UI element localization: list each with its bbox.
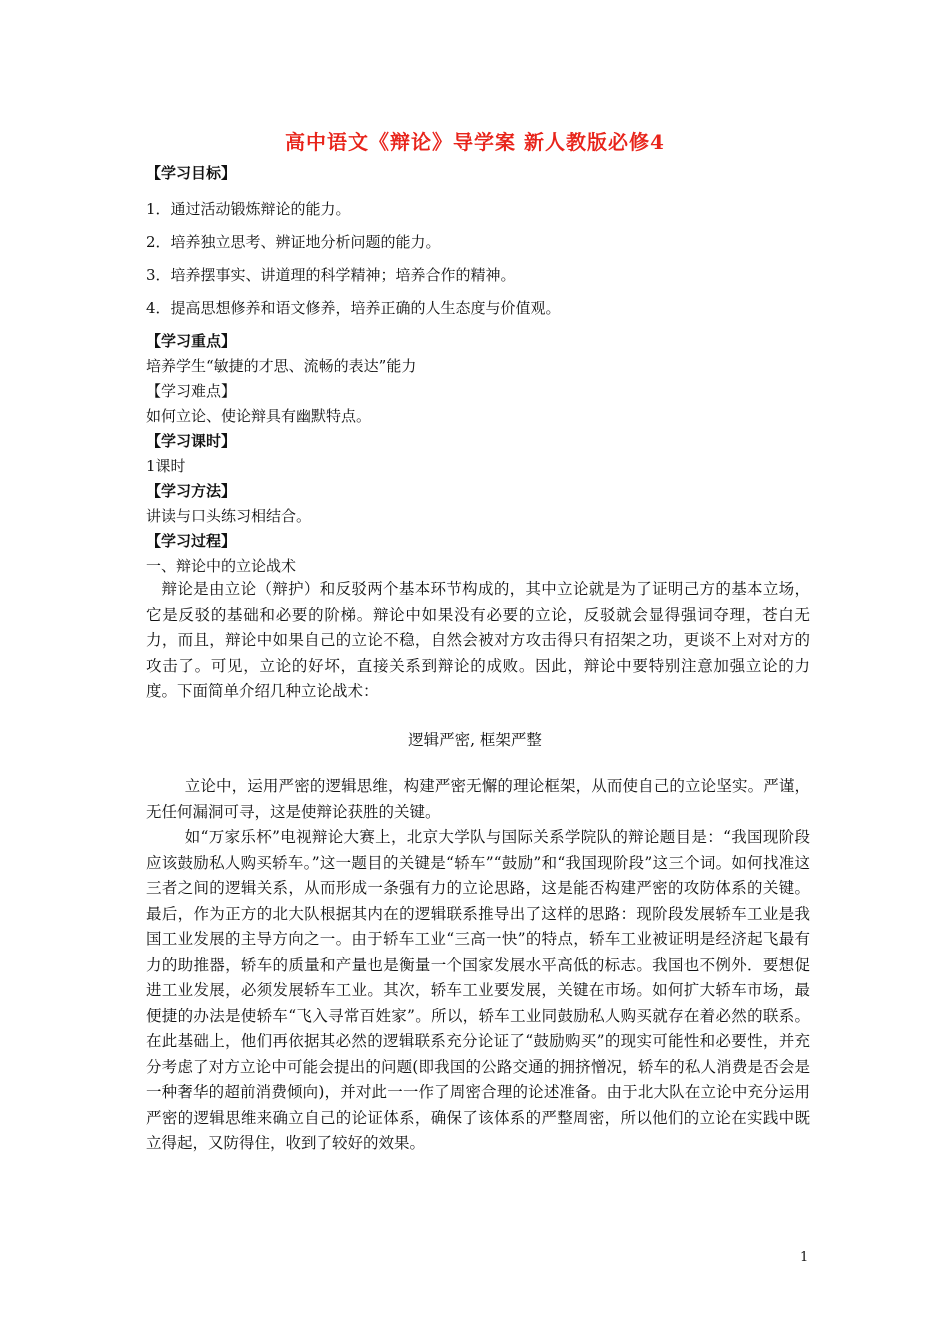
objective-item-3: 3．培养摆事实、讲道理的科学精神；培养合作的精神。 [146,266,516,284]
objective-item-4: 4．提高思想修养和语文修养，培养正确的人生态度与价值观。 [146,299,561,317]
objective-item-2: 2．培养独立思考、辨证地分析问题的能力。 [146,233,441,251]
tactic-paragraph-2: 如“万家乐杯”电视辩论大赛上，北京大学队与国际关系学院队的辩论题目是：“我国现阶段应该鼓励私人购买轿车。”这一题目的关键是“轿车”“鼓励”和“我国现阶段”这三个词。如何找准这三者之间的逻辑关系，从而形成一条强有力的立论思路，这是能否构建严密的攻防体系的关键。最后，作为正方的北大队根据其内在的逻辑联系推导出了这样的思路：现阶段发展轿车工业是我国工业发展的主导方向之一。由于轿车工业“三高一快”的特点，轿车工业被证明是经济起飞最有力的助推器，轿车的质量和产量也是衡量一个国家发展水平高低的标志。我国也不例外．要想促进工业发展，必须发展轿车工业。其次，轿车工业要发展，关键在市场。如何扩大轿车市场，最便捷的办法是使轿车“飞入寻常百姓家”。所以，轿车工业同鼓励私人购买就存在着必然的联系。在此基础上，他们再依据其必然的逻辑联系充分论证了“鼓励购买”的现实可能性和必要性，并充分考虑了对方立论中可能会提出的问题(即我国的公路交通的拥挤憎况，轿车的私人消费是否会是一种奢华的超前消费倾向)，并对此一一作了周密合理的论述准备。由于北大队在立论中充分运用严密的逻辑思维来确立自己的论证体系，确保了该体系的严整周密，所以他们的立论在实践中既立得起，又防得住，收到了较好的效果。 [146,828,810,1152]
objective-item-1: 1．通过活动锻炼辩论的能力。 [146,200,351,218]
method-text: 讲读与口头练习相结合。 [146,507,312,525]
objectives-heading: 【学习目标】 [146,164,237,182]
document-title: 高中语文《辩论》导学案 新人教版必修4 [285,130,665,154]
hours-text: 1课时 [146,457,186,475]
focus-text: 培养学生“敏捷的才思、流畅的表达”能力 [146,357,417,375]
focus-heading: 【学习重点】 [146,332,237,350]
tactic-paragraph-1: 立论中，运用严密的逻辑思维，构建严密无懈的理论框架，从而使自己的立论坚实。严谨，无任何漏洞可寻，这是使辩论获胜的关键。 [146,777,810,821]
method-heading: 【学习方法】 [146,482,237,500]
process-intro-paragraph: 辩论是由立论（辩护）和反驳两个基本环节构成的，其中立论就是为了证明己方的基本立场，它是反驳的基础和必要的阶梯。辩论中如果没有必要的立论，反驳就会显得强词夺理，苍白无力，而且，辩论中如果自己的立论不稳，自然会被对方攻击得只有招架之功，更谈不上对对方的攻击了。可见，立论的好坏，直接关系到辩论的成败。因此，辩论中要特别注意加强立论的力度。下面简单介绍几种立论战术： [146,580,810,700]
tactic-title: 逻辑严密, 框架严整 [408,731,542,749]
hours-heading: 【学习课时】 [146,432,237,450]
difficulty-text: 如何立论、使论辩具有幽默特点。 [146,407,372,425]
page-number: 1 [800,1250,809,1265]
difficulty-heading: 【学习难点】 [146,382,237,400]
process-heading: 【学习过程】 [146,532,237,550]
process-subheading: 一、辩论中的立论战术 [146,557,297,575]
